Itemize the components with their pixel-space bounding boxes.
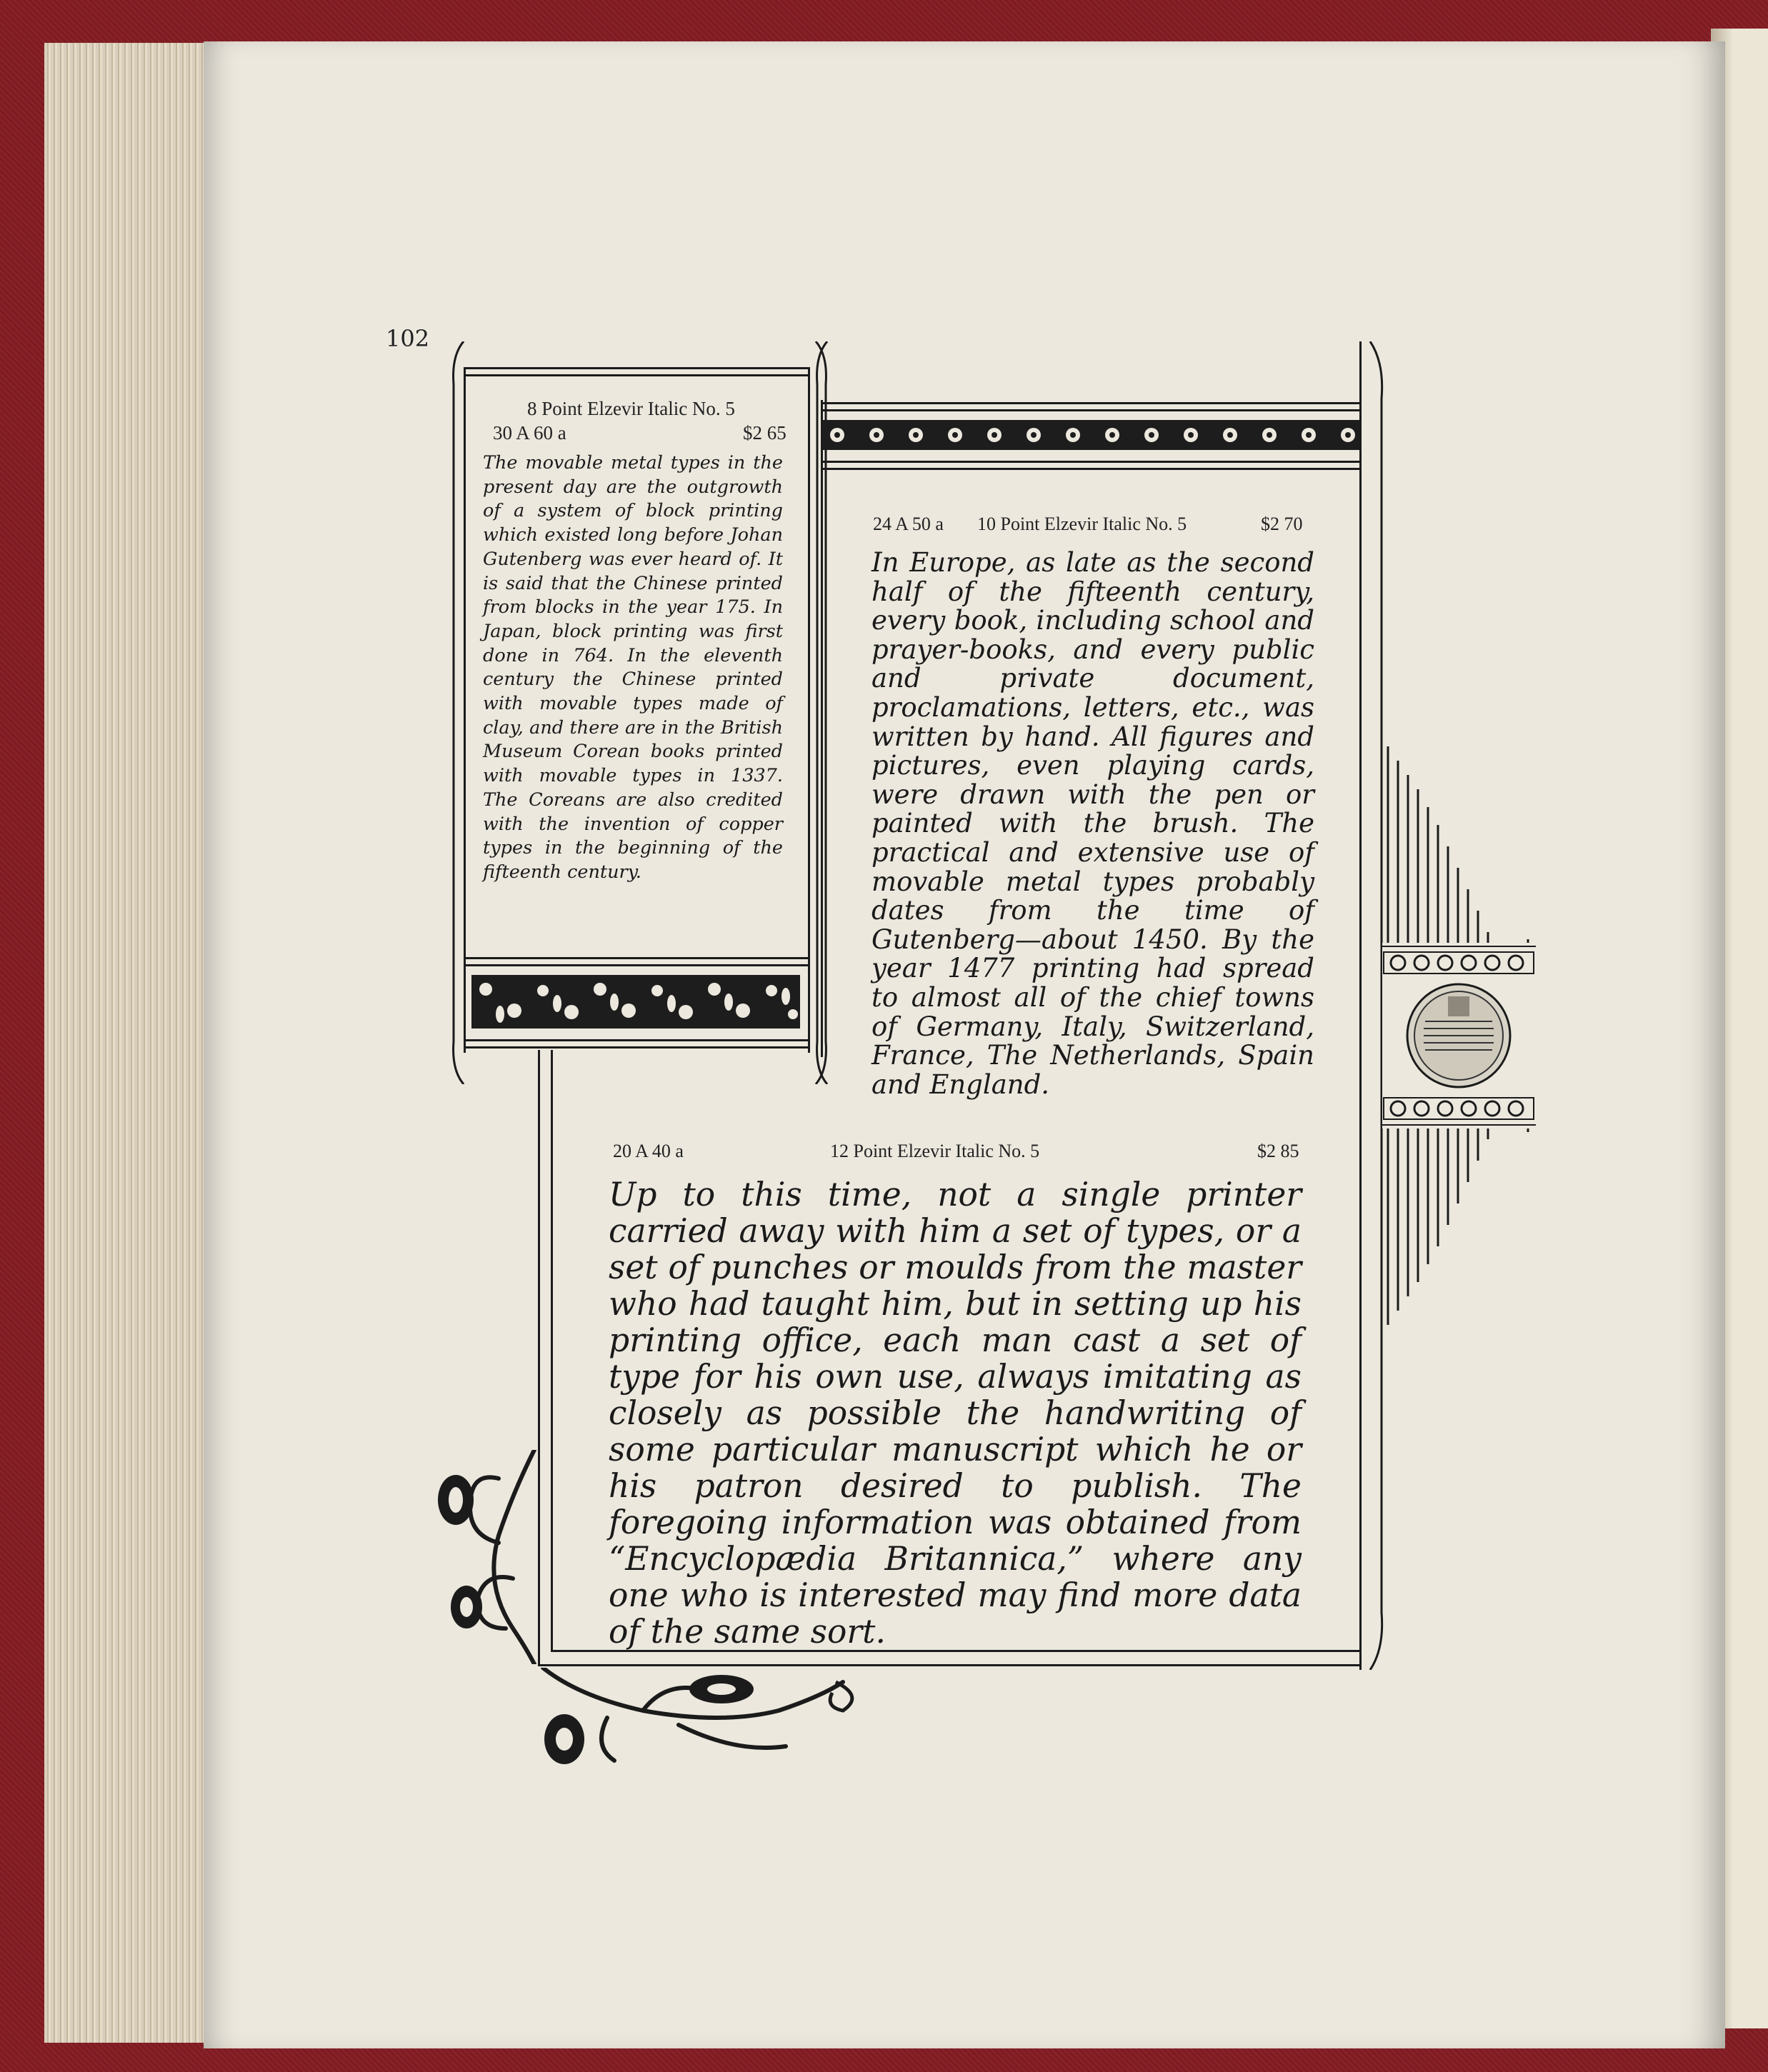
box2-left-rule	[821, 400, 823, 1057]
box2-title: 10 Point Elzevir Italic No. 5	[977, 514, 1187, 534]
box1-top-rule	[464, 367, 810, 369]
box1-price: $2 65	[743, 422, 786, 444]
floral-border-band-top	[823, 420, 1360, 450]
box1-base-rule	[464, 1039, 810, 1041]
box1-base-rule-inner	[464, 1046, 810, 1048]
box1-bottom-rule-inner	[464, 964, 810, 966]
box2-specimen-text: In Europe, as late as the second half of the fifteenth century, every book, including school and prayer-books, and every public and private document, proclamations, letters, etc., was written by hand. All figures and pictures, even playing cards, were drawn with the pen or painted with the brush. The practical and extensive use of movable metal types probably dates from the time of Gutenberg—about 1450. By the year 1477 printing had spread to almost all of the chief towns of Germany, Italy, Switzerland, France, The Netherlands, Spain and England.	[871, 547, 1314, 1100]
box2-header-rule-inner	[821, 468, 1362, 470]
floral-corner-ornament-horizontal	[536, 1668, 864, 1771]
box2-fonts-count: 24 A 50 a	[873, 514, 944, 534]
frame-right-rule	[1359, 341, 1362, 1670]
box1-specimen-text: The movable metal types in the present day are the outgrowth of a system of block printing which existed long before Johan Gutenberg was ever heard of. It is said that the Chinese printed from blocks in the year 175. In Japan, block printing was first done in 764. In the eleventh century the Chinese printed with movable types made of clay, and there are in the British Museum Corean books printed with movable types in 1337. The Coreans are also credited with the invention of copper types in the beginning of the fifteenth century.	[483, 452, 783, 883]
box1-title: 8 Point Elzevir Italic No. 5	[527, 398, 735, 419]
box2-price: $2 70	[1261, 514, 1303, 534]
box2-top-rule	[821, 402, 1362, 404]
floral-corner-ornament-vertical	[427, 1450, 541, 1664]
box1-left-bracket	[448, 341, 469, 1084]
box3-left-rule	[551, 1050, 553, 1650]
box1-fonts-count: 30 A 60 a	[493, 422, 566, 444]
page-number: 102	[386, 325, 430, 352]
box3-title: 12 Point Elzevir Italic No. 5	[830, 1141, 1040, 1161]
box2-header-rule	[821, 461, 1362, 463]
box3-price: $2 85	[1257, 1141, 1299, 1161]
striped-semicircle-ornament	[1382, 746, 1539, 1325]
box2-top-rule-inner	[821, 409, 1362, 411]
floral-border-band-left	[471, 975, 800, 1029]
box3-bottom-rule-outer	[538, 1664, 1362, 1666]
box3-specimen-text: Up to this time, not a single printer carried away with him a set of types, or a set of punches or moulds from the master who had taught him, but in setting up his printing office, each man cast a set of type for his own use, always imitating as closely as possible the handwriting of some particular manuscript which he or his patron desired to publish. The foregoing information was obtained from “Encyclopædia Britannica,” where any one who is interested may find more data of the same sort.	[609, 1176, 1302, 1651]
page-edges	[44, 43, 209, 2043]
box1-top-rule-inner	[464, 374, 810, 376]
box3-fonts-count: 20 A 40 a	[613, 1141, 684, 1161]
box1-bottom-rule	[464, 957, 810, 959]
